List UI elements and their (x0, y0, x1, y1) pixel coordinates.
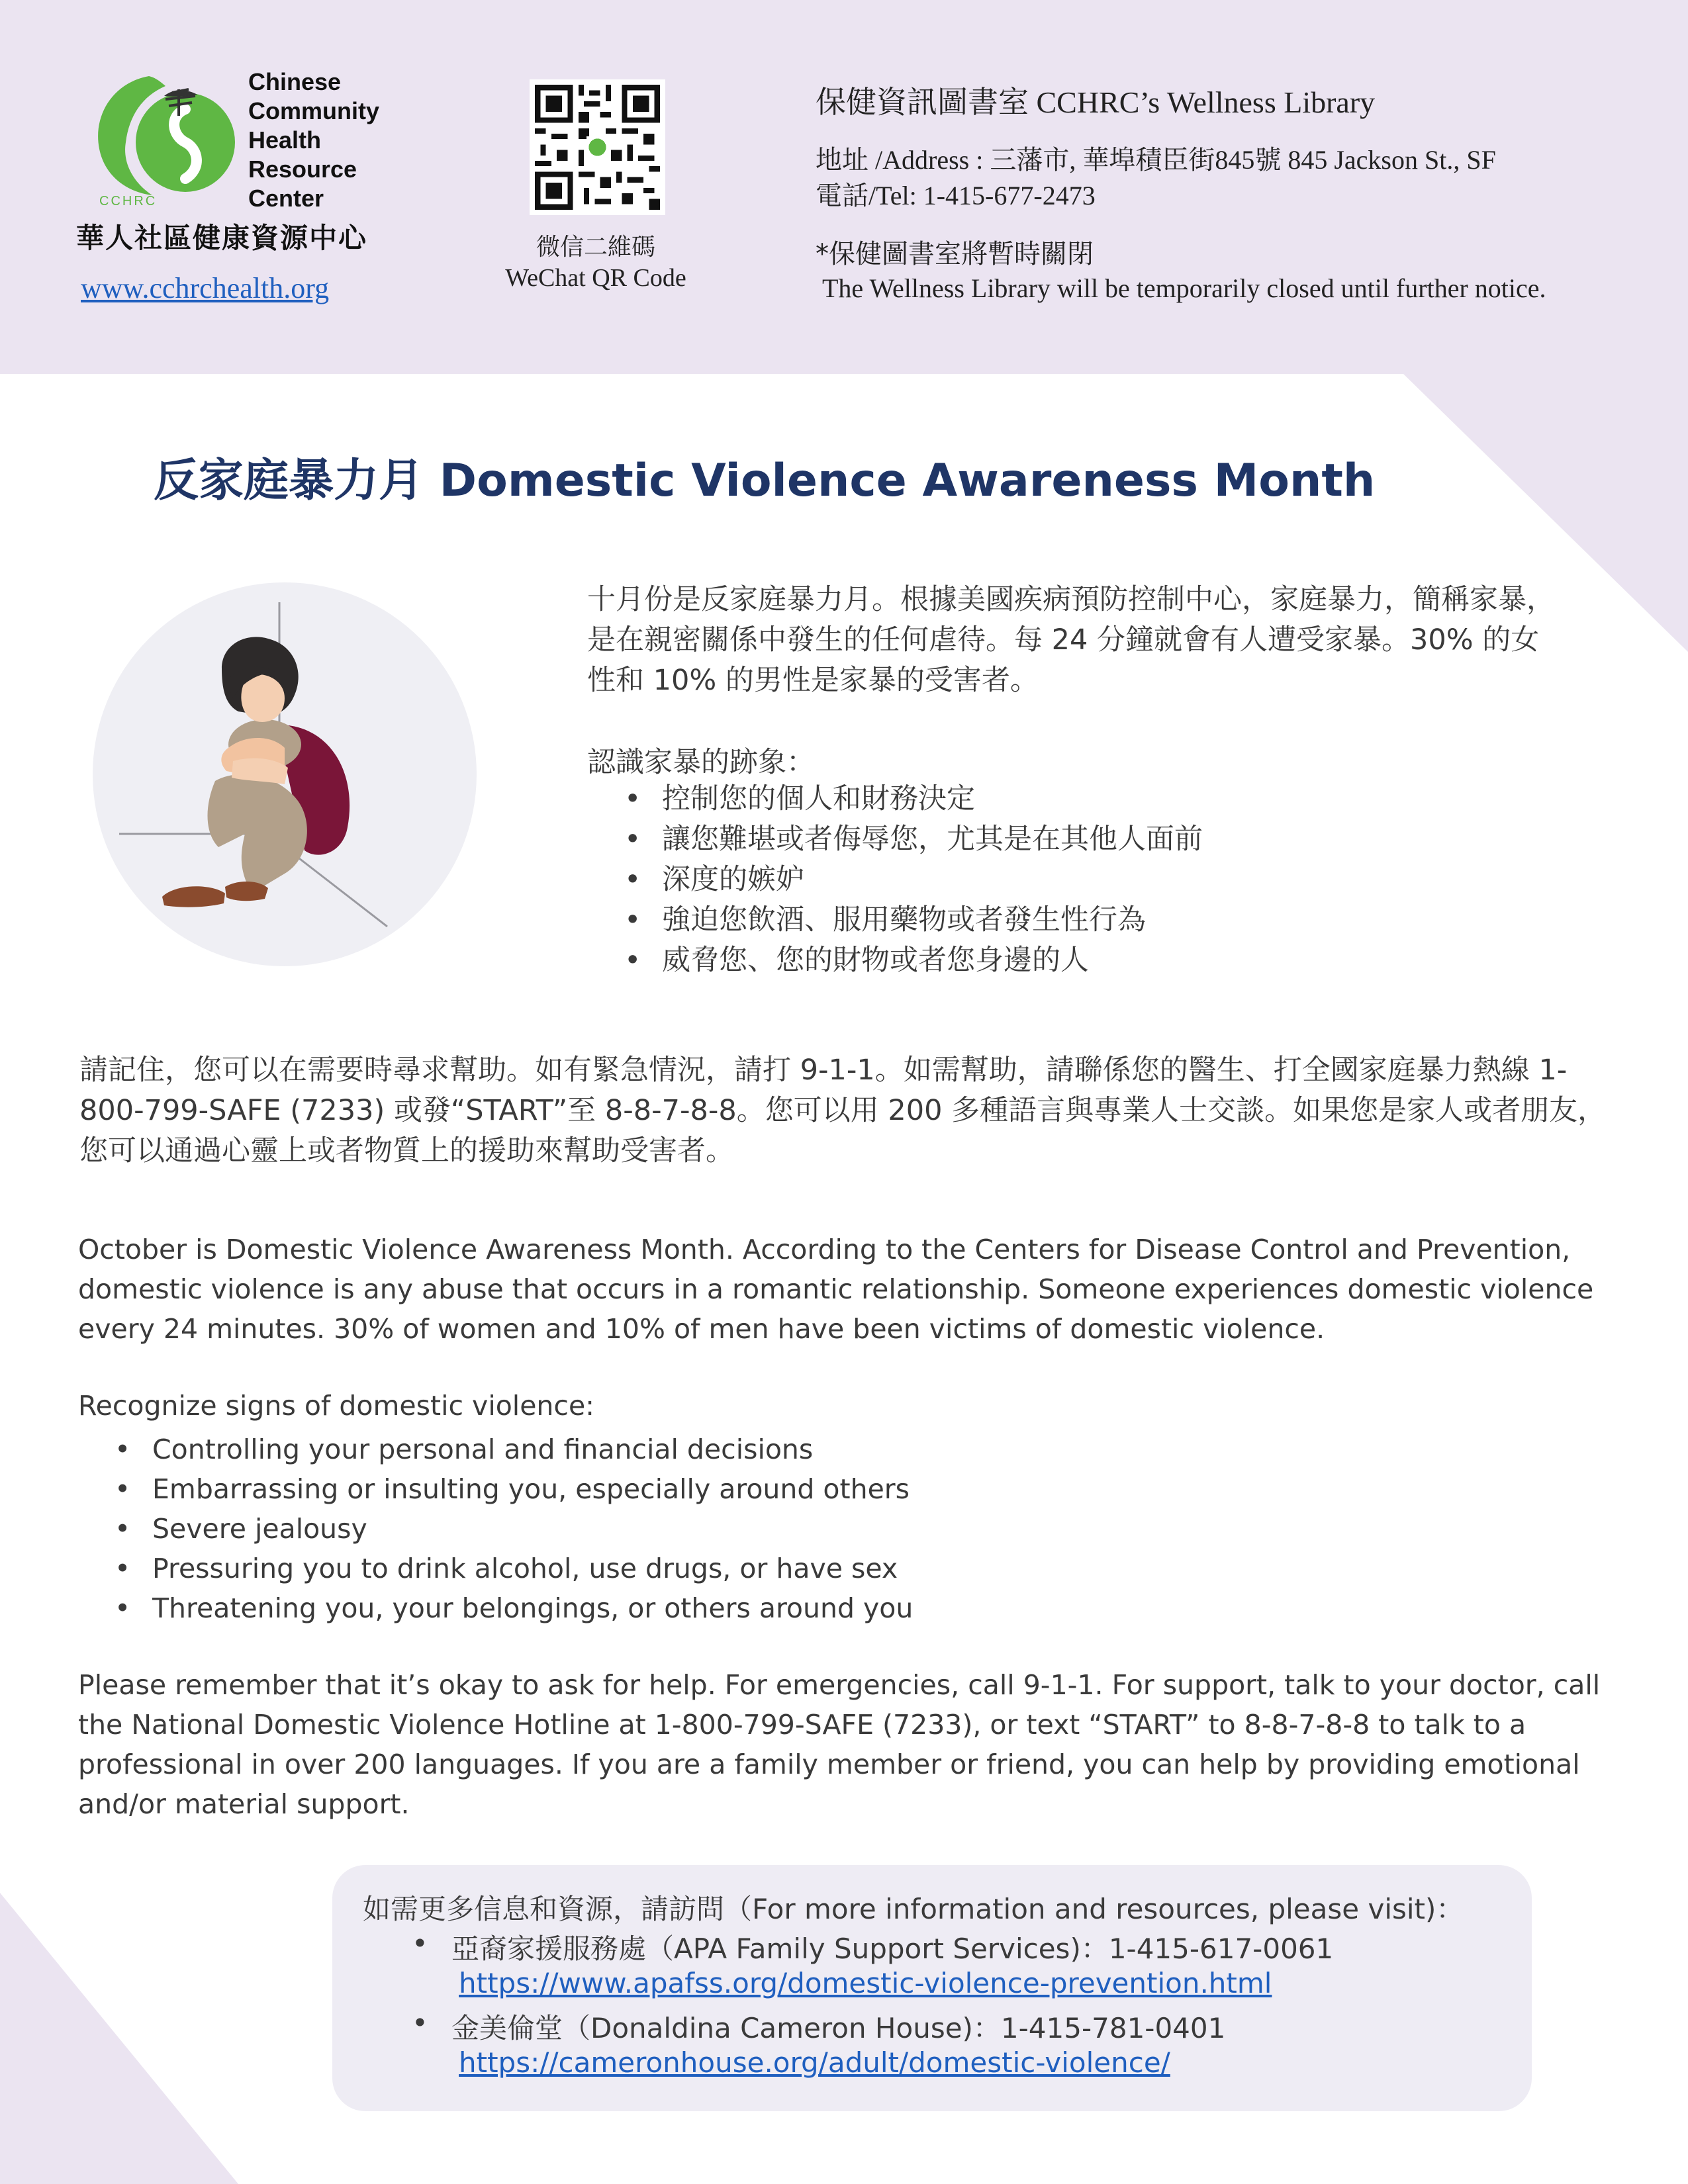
list-item: • 控制您的個人和財務決定 (662, 779, 1589, 819)
cchrc-logo-icon (86, 69, 238, 202)
website-link[interactable]: www.cchrchealth.org (81, 272, 330, 304)
list-item: • Severe jealousy (152, 1509, 1476, 1549)
qr-label-en: WeChat QR Code (505, 264, 686, 292)
zh-intro-paragraph: 十月份是反家庭暴力月。根據美國疾病預防控制中心，家庭暴力，簡稱家暴，是在親密關係中發生的任何虐待。每 24 分鐘就會有人遭受家暴。30% 的女性和 10% 的男性是家暴的受害者。 (587, 583, 1555, 697)
bullet-icon: • (412, 1927, 428, 1960)
list-item: • Threatening you, your belongings, or others around you (152, 1588, 1476, 1628)
wechat-qr-code (530, 79, 665, 215)
en-signs-heading: Recognize signs of domestic violence: (78, 1390, 594, 1422)
distressed-person-illustration (86, 582, 483, 979)
list-item: • 讓您難堪或者侮辱您，尤其是在其他人面前 (662, 819, 1589, 860)
qr-label-zh: 微信二維碼 (536, 234, 655, 260)
en-intro-paragraph: October is Domestic Violence Awareness Month. According to the Centers for Disease Control and Prevention, domestic violence is any abuse that occurs in a romantic relationship. Someone experiences domestic violence every 24 minutes. 30% of women and 10% of men have been victims of domestic violence. (78, 1234, 1594, 1345)
bullet-icon: • (412, 2007, 428, 2039)
zh-signs-list (662, 779, 1589, 981)
corner-decoration-bottom (0, 1893, 238, 2184)
resource-link-cameron-house[interactable]: https://cameronhouse.org/adult/domestic-violence/ (459, 2046, 1170, 2079)
list-item: • Embarrassing or insulting you, especially around others (152, 1469, 1476, 1509)
library-phone: 電話/Tel: 1-415-677-2473 (816, 181, 1096, 210)
page-title: 反家庭暴力月 Domestic Violence Awareness Month (154, 455, 1376, 507)
list-item: • Pressuring you to drink alcohol, use drugs, or have sex (152, 1549, 1476, 1588)
resource-link-apafss[interactable]: https://www.apafss.org/domestic-violence-prevention.html (459, 1967, 1272, 1999)
library-address: 地址 /Address : 三藩市, 華埠積臣街845號 845 Jackson St., SF (816, 145, 1496, 175)
library-notice-zh: *保健圖書室將暫時關閉 (816, 239, 1094, 269)
library-notice-en: The Wellness Library will be temporarily closed until further notice. (822, 273, 1546, 303)
en-help-paragraph: Please remember that it’s okay to ask for help. For emergencies, call 9-1-1. For support, talk to your doctor, call the National Domestic Violence Hotline at 1-800-799-SAFE (7233), or text “START” to 8-8-7-8-8 to talk to a professional in over 200 languages. If you are a family member or friend, you can help by providing emotional and/or material support. (78, 1669, 1601, 1820)
resources-heading: 如需更多信息和資源，請訪問（For more information and resources, please visit)： (363, 1893, 1464, 1925)
list-item: • 深度的嫉妒 (662, 860, 1589, 900)
organization-name-en: Chinese Community Health Resource Center (248, 68, 379, 212)
resource-name-cameron-house: 金美倫堂（Donaldina Cameron House)：1-415-781-0401 (451, 2012, 1226, 2044)
resource-name-apafss: 亞裔家援服務處（APA Family Support Services)：1-415-617-0061 (451, 1933, 1334, 1965)
organization-name-zh: 華人社區健康資源中心 (76, 222, 368, 254)
en-signs-list (152, 1430, 1476, 1628)
zh-help-paragraph: 請記住，您可以在需要時尋求幫助。如有緊急情況，請打 9-1-1。如需幫助，請聯係您的醫生、打全國家庭暴力熱線 1-800-799-SAFE (7233) 或發“START”至 8-8-7-8-8。您可以用 200 多種語言與專業人士交談。如果您是家人或者朋友，您可以通過心靈上或者物質上的援助來幫助受害者。 (79, 1054, 1607, 1167)
logo-small-text: CCHRC (99, 194, 158, 208)
library-title: 保健資訊圖書室 CCHRC’s Wellness Library (816, 85, 1376, 119)
list-item: • 威脅您、您的財物或者您身邊的人 (662, 940, 1589, 981)
list-item: • Controlling your personal and financial decisions (152, 1430, 1476, 1469)
zh-signs-heading: 認識家暴的跡象： (587, 746, 815, 779)
list-item: • 強迫您飲酒、服用藥物或者發生性行為 (662, 900, 1589, 940)
